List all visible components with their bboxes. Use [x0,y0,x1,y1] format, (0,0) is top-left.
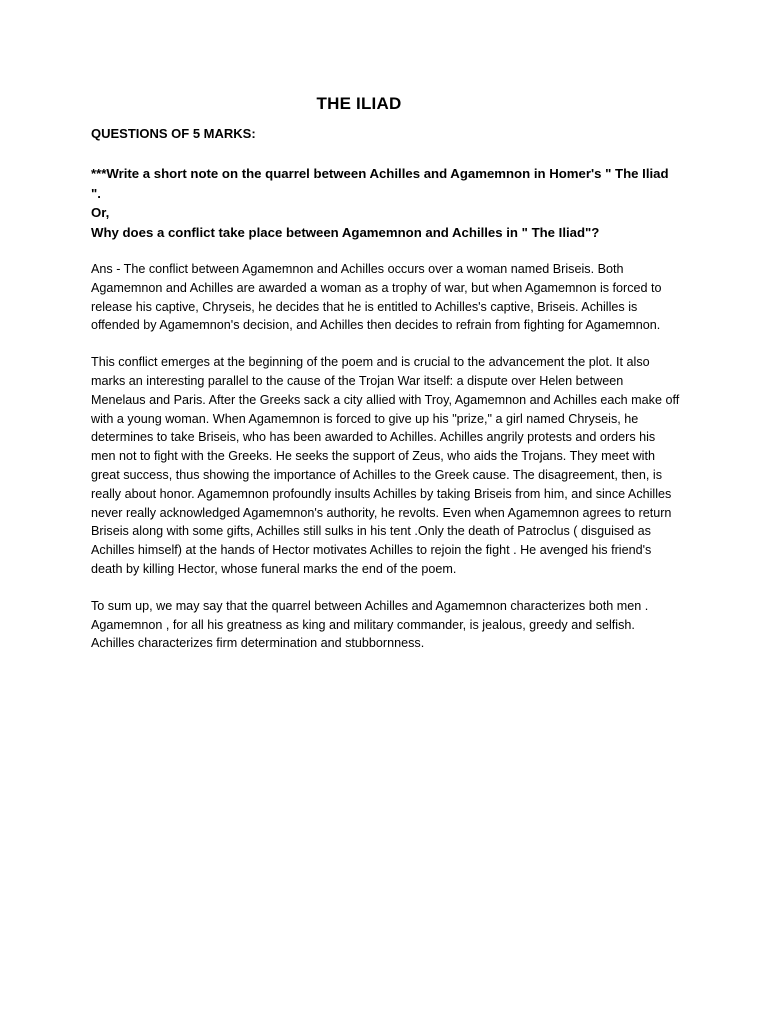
question-block [91,164,681,242]
section-heading: QUESTIONS OF 5 MARKS: [91,126,256,141]
document-title: THE ILIAD [316,94,402,113]
answer-paragraph-3: To sum up, we may say that the quarrel between Achilles and Agamemnon characterizes both men . Agamemnon , for all his greatness as king and military commander, is jealous, greedy and selfish. Achilles characterizes firm determination and stubbornness. [91,598,649,651]
answer-paragraph-2: This conflict emerges at the beginning of the poem and is crucial to the advancement the plot. It also marks an interesting parallel to the cause of the Trojan War itself: a dispute over Helen between Menelaus and Paris. After the Greeks sack a city allied with Troy, Agamemnon and Achilles each make off with a young woman. When Agamemnon is forced to give up his "prize," a girl named Chryseis, he determines to take Briseis, who has been awarded to Achilles. Achilles angrily protests and orders his men not to fight with the Greeks. He seeks the support of Zeus, who aids the Trojans. They meet with great success, thus showing the importance of Achilles to the Greek cause. The disagreement, then, is really about honor. Agamemnon profoundly insults Achilles by taking Briseis from him, and since Achilles never really acknowledged Agamemnon's authority, he revolts. Even when Agamemnon agrees to return Briseis along with some gifts, Achilles still sulks in his tent .Only the death of Patroclus ( disguised as Achilles himself) at the hands of Hector motivates Achilles to rejoin the fight . He avenged his friend's death by killing Hector, whose funeral marks the end of the poem. [91,355,680,576]
question-text: ***Write a short note on the quarrel between Achilles and Agamemnon in Homer's " The Iliad ". [91,166,669,201]
question-alternate-text: Why does a conflict take place between Agamemnon and Achilles in " The Iliad"? [91,224,600,240]
question-or: Or, [91,205,110,220]
answer-paragraph-1: Ans - The conflict between Agamemnon and Achilles occurs over a woman named Briseis. Both Agamemnon and Achilles are awarded a woman as a trophy of war, but when Agamemnon is forced to release his captive, Chryseis, he decides that he is entitled to Achilles's captive, Briseis. Achilles is offended by Agamemnon's decision, and Achilles then decides to refrain from fighting for Agamemnon. [91,262,662,333]
answer-block [91,260,681,653]
document-body [91,124,681,671]
